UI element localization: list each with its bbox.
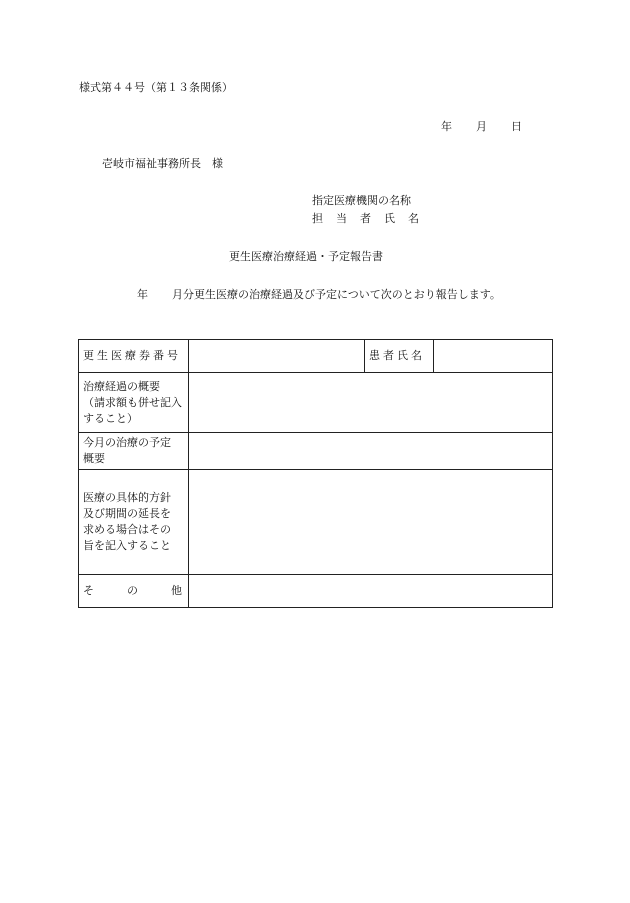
institution-name-label: 指定医療機関の名称 <box>312 194 411 207</box>
addressee: 壱岐市福祉事務所長 様 <box>102 157 223 170</box>
intro-year: 年 <box>137 288 148 301</box>
table-row <box>79 340 553 373</box>
plan-field[interactable] <box>189 433 553 470</box>
cert-number-label: 更生医療券番号 <box>79 340 189 373</box>
table-row <box>79 373 553 433</box>
document-title: 更生医療治療経過・予定報告書 <box>229 250 383 263</box>
table-row <box>79 433 553 470</box>
person-char: 氏 <box>384 212 395 225</box>
patient-name-label: 患者氏名 <box>365 340 434 373</box>
date-line <box>441 120 522 133</box>
other-char: 他 <box>171 584 182 597</box>
person-char: 当 <box>336 212 347 225</box>
table-row <box>79 470 553 575</box>
report-table <box>78 339 553 608</box>
cert-number-field[interactable] <box>189 340 365 373</box>
person-char: 担 <box>312 212 323 225</box>
other-char: の <box>127 584 138 597</box>
progress-field[interactable] <box>189 373 553 433</box>
form-number: 様式第４４号（第１３条関係） <box>79 81 233 94</box>
intro-sentence <box>137 288 501 301</box>
person-char: 名 <box>408 212 419 225</box>
other-char: そ <box>83 584 94 597</box>
extension-label: 医療の具体的方針 及び期間の延長を 求める場合はその 旨を記入すること <box>79 470 189 575</box>
extension-field[interactable] <box>189 470 553 575</box>
intro-text: 月分更生医療の治療経過及び予定について次のとおり報告します。 <box>172 288 501 301</box>
person-in-charge-label <box>312 212 419 225</box>
plan-label: 今月の治療の予定 概要 <box>79 433 189 470</box>
date-day: 日 <box>511 120 522 133</box>
other-label <box>79 575 189 608</box>
patient-name-field[interactable] <box>434 340 553 373</box>
date-month: 月 <box>476 120 487 133</box>
date-year: 年 <box>441 120 452 133</box>
progress-label: 治療経過の概要 （請求額も併せ記入 すること） <box>79 373 189 433</box>
person-char: 者 <box>360 212 371 225</box>
table-row <box>79 575 553 608</box>
other-field[interactable] <box>189 575 553 608</box>
